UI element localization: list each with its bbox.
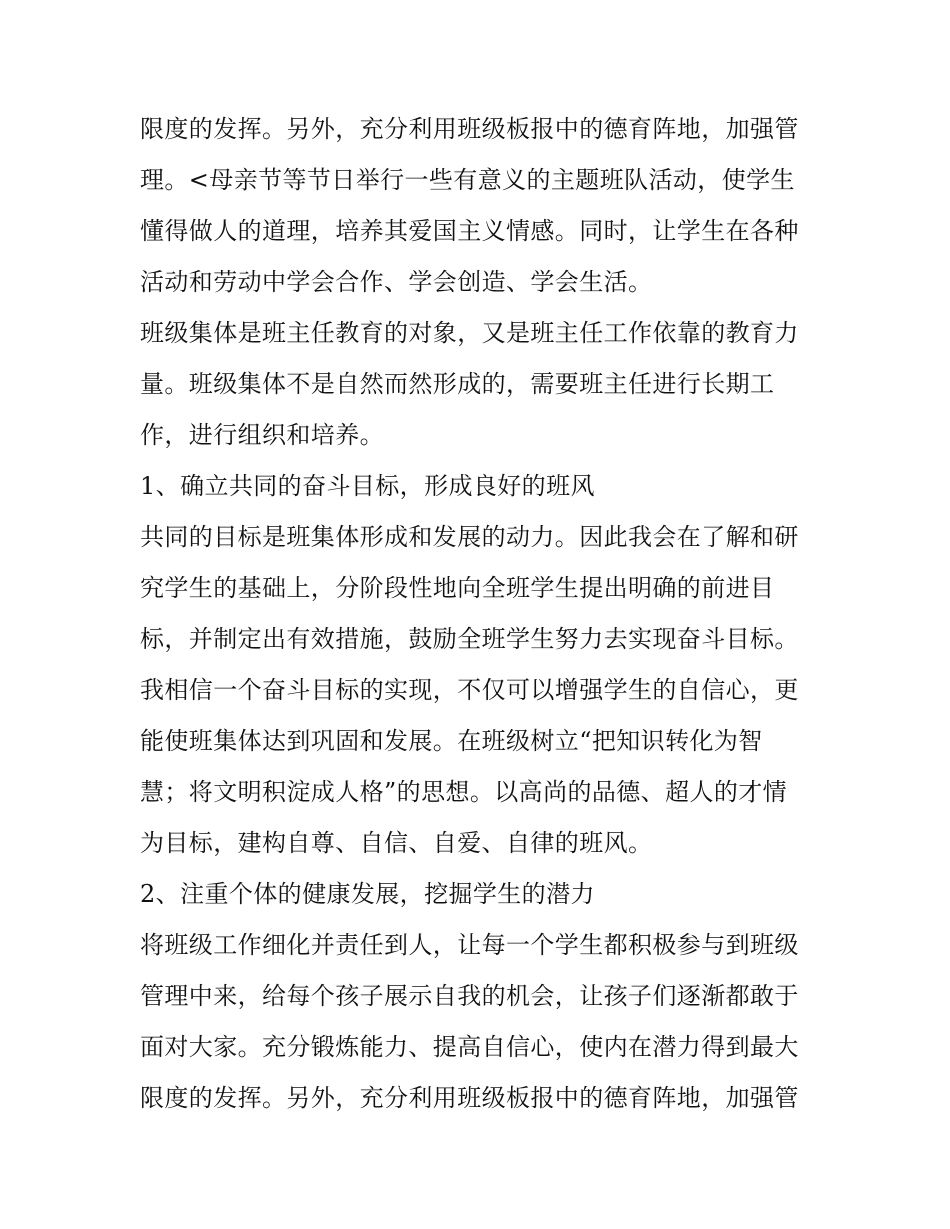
text-line: 管理中来，给每个孩子展示自我的机会，让孩子们逐渐都敢于	[140, 982, 799, 1010]
text-line: 能使班集体达到巩固和发展。在班级树立“把知识转化为智	[140, 727, 763, 755]
text-line: 究学生的基础上，分阶段性地向全班学生提出明确的前进目	[140, 574, 775, 602]
section-heading: 1、确立共同的奋斗目标，形成良好的班风	[140, 472, 595, 500]
text-line: 量。班级集体不是自然而然形成的，需要班主任进行长期工	[140, 370, 775, 398]
text-line: 班级集体是班主任教育的对象，又是班主任工作依靠的教育力	[140, 319, 799, 347]
text-line: 面对大家。充分锻炼能力、提高自信心，使内在潜力得到最大	[140, 1033, 799, 1061]
document-body	[140, 104, 820, 1124]
text-line: 限度的发挥。另外，充分利用班级板报中的德育阵地，加强管	[140, 1084, 799, 1112]
text-line: 理。<母亲节等节日举行一些有意义的主题班队活动，使学生	[140, 166, 795, 194]
text-line: 为目标，建构自尊、自信、自爱、自律的班风。	[140, 829, 653, 857]
text-line: 标，并制定出有效措施，鼓励全班学生努力去实现奋斗目标。	[140, 625, 799, 653]
section-heading: 2、注重个体的健康发展，挖掘学生的潜力	[140, 880, 595, 908]
text-line: 慧；将文明积淀成人格”的思想。以高尚的品德、超人的才情	[140, 778, 788, 806]
text-line: 我相信一个奋斗目标的实现，不仅可以增强学生的自信心，更	[140, 676, 799, 704]
text-line: 作，进行组织和培养。	[140, 421, 384, 449]
text-line: 限度的发挥。另外，充分利用班级板报中的德育阵地，加强管	[140, 115, 799, 143]
text-line: 将班级工作细化并责任到人，让每一个学生都积极参与到班级	[140, 931, 799, 959]
text-line: 活动和劳动中学会合作、学会创造、学会生活。	[140, 268, 653, 296]
text-line: 共同的目标是班集体形成和发展的动力。因此我会在了解和研	[140, 523, 799, 551]
text-line: 懂得做人的道理，培养其爱国主义情感。同时，让学生在各种	[140, 217, 799, 245]
